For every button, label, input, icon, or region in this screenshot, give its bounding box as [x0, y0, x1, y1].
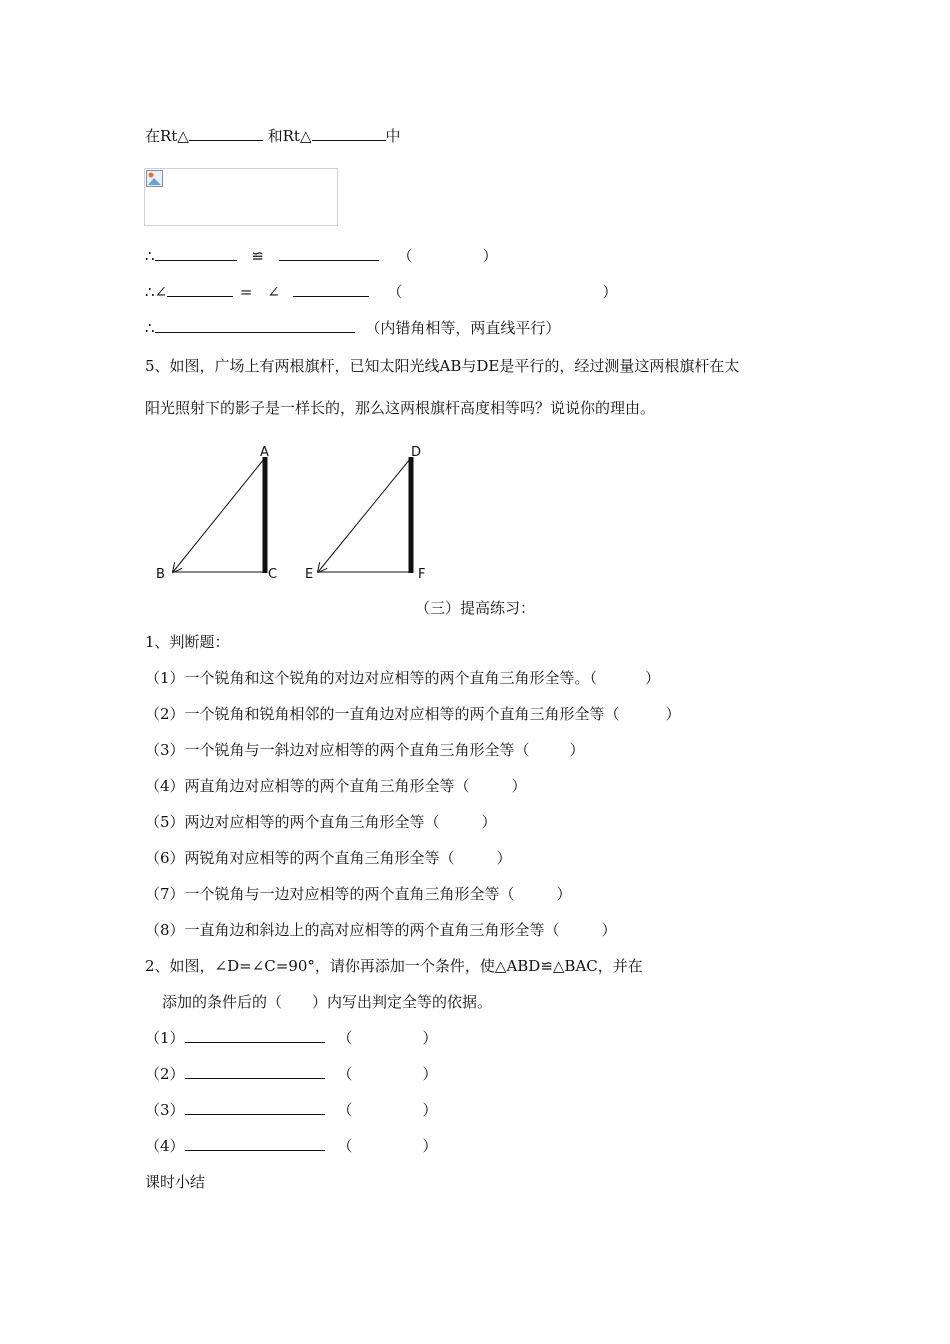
rt-mid: 和Rt△ — [262, 127, 312, 145]
paren-open: （ — [387, 283, 403, 301]
q2-line-1: 2、如图，∠D=∠C=90°，请你再添加一个条件，使△ABD≌△BAC，并在 — [145, 957, 643, 975]
rt-blank-2[interactable] — [312, 126, 386, 141]
rt-line — [145, 126, 401, 146]
q2-answer-row: （3） （ ） — [145, 1101, 438, 1119]
lesson-summary: 课时小结 — [145, 1173, 206, 1191]
judge-item: （1）一个锐角和这个锐角的对边对应相等的两个直角三角形全等。（ ） — [145, 669, 661, 687]
equals-symbol: = — [239, 283, 253, 301]
angle-symbol: ∠ — [267, 283, 280, 301]
label-a: A — [260, 445, 269, 460]
blank[interactable] — [279, 246, 379, 261]
judge-item: （5）两边对应相等的两个直角三角形全等（ ） — [145, 813, 497, 831]
image-placeholder — [144, 168, 338, 226]
sun-ray-ab — [173, 459, 264, 572]
therefore-symbol: ∴ — [145, 319, 155, 337]
condition-blank[interactable] — [185, 1136, 325, 1151]
q2-line-2: 添加的条件后的（ ）内写出判定全等的依据。 — [162, 993, 493, 1011]
parallel-line — [145, 318, 560, 338]
blank[interactable] — [155, 318, 355, 333]
judge-title: 1、判断题： — [145, 633, 230, 651]
paren-close: ） — [482, 247, 498, 265]
label-c: C — [268, 567, 278, 582]
angle-symbol: ∠ — [154, 283, 168, 301]
therefore-symbol: ∴ — [145, 247, 155, 265]
judge-item: （2）一个锐角和锐角相邻的一直角边对应相等的两个直角三角形全等（ ） — [145, 705, 681, 723]
angle-line — [145, 282, 617, 302]
blank[interactable] — [167, 282, 233, 297]
label-f: F — [418, 567, 426, 582]
paren-close: ） — [602, 283, 618, 301]
label-d: D — [411, 445, 422, 460]
condition-blank[interactable] — [185, 1064, 325, 1079]
label-e: E — [305, 567, 314, 582]
congruence-line — [145, 246, 498, 266]
blank[interactable] — [155, 246, 237, 261]
rt-blank-1[interactable] — [189, 126, 263, 141]
q5-line-1: 5、如图，广场上有两根旗杆，已知太阳光线AB与DE是平行的，经过测量这两根旗杆在太 — [145, 357, 740, 375]
judge-item: （3）一个锐角与一斜边对应相等的两个直角三角形全等（ ） — [145, 741, 585, 759]
judge-item: （4）两直角边对应相等的两个直角三角形全等（ ） — [145, 777, 527, 795]
parallel-reason: （内错角相等，两直线平行） — [365, 319, 561, 337]
condition-blank[interactable] — [185, 1028, 325, 1043]
condition-blank[interactable] — [185, 1100, 325, 1115]
q2-answer-row: （1） （ ） — [145, 1029, 438, 1047]
congruent-symbol: ≌ — [251, 247, 264, 265]
blank[interactable] — [293, 282, 369, 297]
flagpole-figure — [140, 435, 440, 585]
sun-ray-de — [318, 459, 410, 572]
judge-item: （7）一个锐角与一边对应相等的两个直角三角形全等（ ） — [145, 885, 572, 903]
paren-open: （ — [397, 247, 413, 265]
broken-image-icon — [146, 170, 163, 187]
q2-answer-row: （4） （ ） — [145, 1137, 438, 1155]
therefore-symbol: ∴ — [145, 283, 155, 301]
label-b: B — [156, 567, 165, 582]
q5-line-2: 阳光照射下的影子是一样长的，那么这两根旗杆高度相等吗？说说你的理由。 — [145, 399, 656, 417]
judge-item: （6）两锐角对应相等的两个直角三角形全等（ ） — [145, 849, 512, 867]
rt-post: 中 — [385, 127, 401, 145]
q2-answer-row: （2） （ ） — [145, 1065, 438, 1083]
judge-item: （8）一直角边和斜边上的高对应相等的两个直角三角形全等（ ） — [145, 921, 617, 939]
rt-pre: 在Rt△ — [145, 127, 189, 145]
section-title: （三）提高练习： — [414, 599, 535, 617]
